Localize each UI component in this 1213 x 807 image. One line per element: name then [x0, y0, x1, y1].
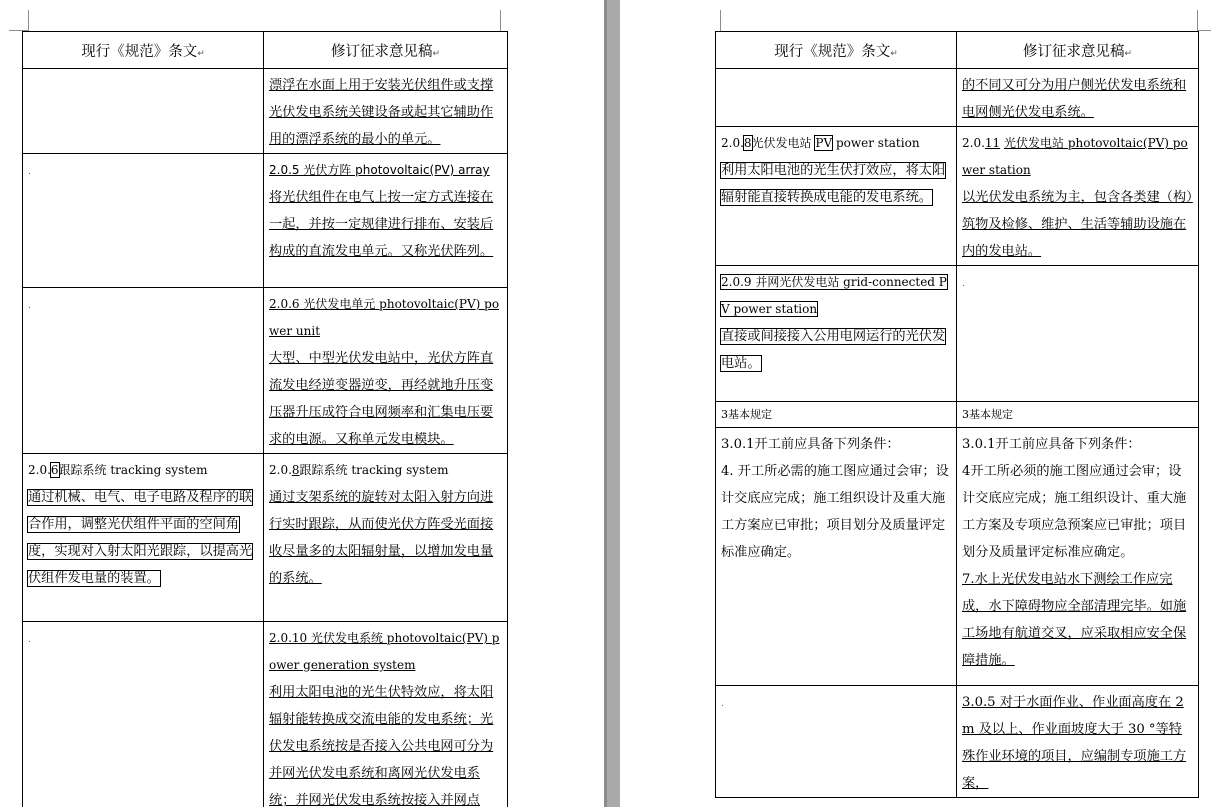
document-page-2 [620, 0, 1213, 807]
table-cell-empty: . [23, 154, 264, 288]
table-cell: 2.0.8光伏发电站 PV power station 利用太阳电池的光生伏打效应，将太阳辐射能直接转换成电能的发电系统。 [716, 127, 957, 266]
header-revision-draft: 修订征求意见稿↵ [957, 32, 1199, 69]
table-cell: 2.0.5 光伏方阵 photovoltaic(PV) array 将光伏组件在电气上按一定方式连接在一起，并按一定规律进行排布、安装后构成的直流发电单元。又称光伏阵列。 [264, 154, 508, 288]
table-row [23, 288, 508, 454]
table-cell: 2.0.11 光伏发电站 photovoltaic(PV) power station 以光伏发电系统为主，包含各类建（构）筑物及检修、维护、生活等辅助设施在内的发电站。 [957, 127, 1199, 266]
table-row [716, 402, 1199, 428]
comparison-table-page-2 [715, 31, 1199, 798]
table-cell: 2.0.6 光伏发电单元 photovoltaic(PV) power unit 大型、中型光伏发电站中，光伏方阵直流发电经逆变器逆变，再经就地升压变压器升压成符合电网频率和汇集电压要求的电源。又称单元发电模块。 [264, 288, 508, 454]
table-row [716, 127, 1199, 266]
table-row [23, 69, 508, 154]
section-heading: 3基本规定 [716, 402, 957, 428]
table-cell: 2.0.9 并网光伏发电站 grid-connected PV power station 直接或间接接入公用电网运行的光伏发电站。 [716, 266, 957, 402]
header-current-clause: 现行《规范》条文↵ [716, 32, 957, 69]
header-current-clause: 现行《规范》条文↵ [23, 32, 264, 69]
document-page-1 [0, 0, 604, 807]
table-cell: 漂浮在水面上用于安装光伏组件或支撑光伏发电系统关键设备或起其它辅助作用的漂浮系统的最小的单元。 [264, 69, 508, 154]
crop-mark [720, 10, 721, 31]
comparison-table-page-1 [22, 31, 508, 807]
crop-mark [28, 10, 29, 31]
crop-mark [1197, 30, 1211, 31]
table-cell-empty: . [23, 622, 264, 807]
table-row [716, 266, 1199, 402]
table-cell-empty: . [716, 686, 957, 798]
table-cell-empty [716, 69, 957, 127]
table-cell-empty: . [23, 288, 264, 454]
crop-mark [500, 10, 501, 31]
table-row [716, 69, 1199, 127]
table-cell: 2.0.10 光伏发电系统 photovoltaic(PV) power generation system 利用太阳电池的光生伏特效应，将太阳辐射能转换成交流电能的发电系统；光伏发电系统按是否接入公共电网可分为并网光伏发电系统和离网光伏发电系统；并网光伏发电系统按接入并网点 [264, 622, 508, 807]
crop-mark [1197, 10, 1198, 31]
table-cell: 2.0.8跟踪系统 tracking system 通过支架系统的旋转对太阳入射方向进行实时跟踪，从而使光伏方阵受光面接收尽量多的太阳辐射量，以增加发电量的系统。 [264, 454, 508, 622]
header-revision-draft: 修订征求意见稿↵ [264, 32, 508, 69]
table-row [23, 454, 508, 622]
table-cell-empty: . [957, 266, 1199, 402]
table-header-row [716, 32, 1199, 69]
section-heading: 3基本规定 [957, 402, 1199, 428]
table-cell: 2.0.6跟踪系统 tracking system 通过机械、电气、电子电路及程序的联合作用，调整光伏组件平面的空间角度，实现对入射太阳光跟踪，以提高光伏组件发电量的装置。 [23, 454, 264, 622]
table-cell: 的不同又可分为用户侧光伏发电系统和电网侧光伏发电系统。 [957, 69, 1199, 127]
table-header-row [23, 32, 508, 69]
table-cell: 3.0.1开工前应具备下列条件： 4开工所必须的施工图应通过会审；设计交底应完成；施工组织设计、重大施工方案及专项应急预案应已审批；项目划分及质量评定标准应确定。 7.水上光伏发电站水下测绘工作应完成，水下障碍物应全部清理完毕。如施工场地有航道交叉，应采取相应安全保障措施。 [957, 428, 1199, 686]
table-cell: 3.0.5 对于水面作业、作业面高度在 2m 及以上、作业面坡度大于 30 °等特殊作业环境的项目，应编制专项施工方案， [957, 686, 1199, 798]
table-row [716, 686, 1199, 798]
table-row [23, 622, 508, 807]
table-row [716, 428, 1199, 686]
table-cell-empty [23, 69, 264, 154]
table-cell: 3.0.1开工前应具备下列条件： 4. 开工所必需的施工图应通过会审；设计交底应完成；施工组织设计及重大施工方案应已审批；项目划分及质量评定标准应确定。 [716, 428, 957, 686]
page-gutter [604, 0, 620, 807]
table-row [23, 154, 508, 288]
